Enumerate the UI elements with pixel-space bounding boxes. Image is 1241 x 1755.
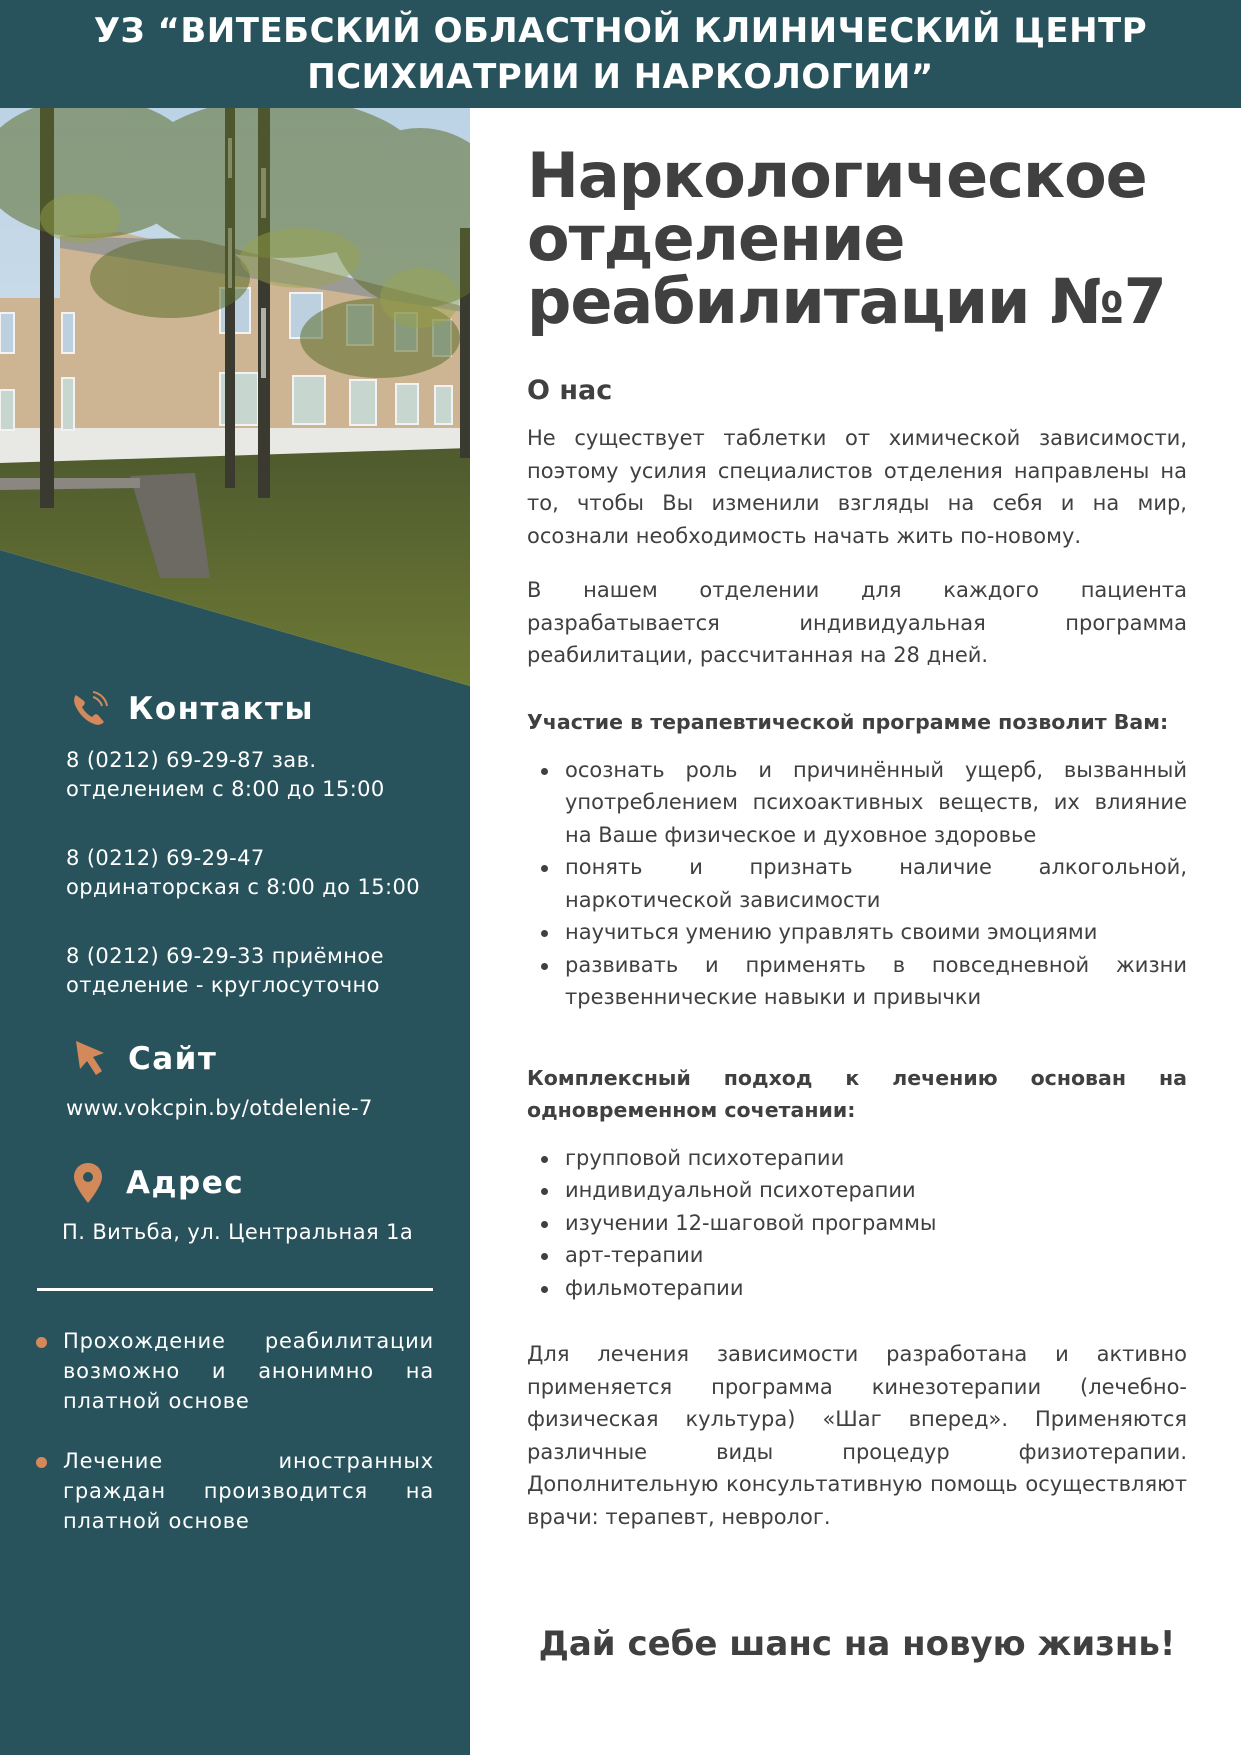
program-heading: Участие в терапевтической программе позволит Вам: <box>527 709 1169 734</box>
phone-number[interactable]: 8 (0212) 69-29-33 приёмное <box>66 944 384 968</box>
about-paragraph: Не существует таблетки от химической зависимости, поэтому усилия специалистов отделения направлены на то, чтобы Вы изменили взгляды на себя и на мир, осознали необходимость начать жить по-новому. <box>527 426 1187 548</box>
bullet-icon <box>541 963 548 970</box>
contacts-heading: Контакты <box>128 691 314 727</box>
phone-number[interactable]: 8 (0212) 69-29-47 <box>66 846 265 870</box>
building-photo <box>0 108 470 688</box>
address-section <box>62 1160 414 1247</box>
website-link[interactable]: www.vokcpin.by/otdelenie-7 <box>66 1096 373 1120</box>
phone-number[interactable]: 8 (0212) 69-29-87 зав. <box>66 748 317 772</box>
website-heading: Сайт <box>128 1041 218 1077</box>
approach-heading: Комплексный подход к лечению основан на одновременном сочетании: <box>527 1065 1187 1122</box>
phone-description: отделением с 8:00 до 15:00 <box>66 777 385 801</box>
phone-description: ординаторская с 8:00 до 15:00 <box>66 875 420 899</box>
about-paragraph: В нашем отделении для каждого пациента разрабатывается индивидуальная программа реабилитации, рассчитанная на 28 дней. <box>527 578 1187 667</box>
bullet-icon <box>541 1188 548 1195</box>
bullet-icon <box>541 930 548 937</box>
sidebar <box>0 108 470 1755</box>
contact-item <box>66 942 420 1000</box>
contact-item <box>66 746 420 804</box>
kinesio-paragraph: Для лечения зависимости разработана и активно применяется программа кинезотерапии (лечебно-физическая культура) «Шаг вперед». Применяются различные виды процедур физиотерапии. Дополнительную консультативную помощь осуществляют врачи: терапевт, невролог. <box>527 1342 1187 1529</box>
list-item: изучении 12-шаговой программы <box>527 1207 1187 1240</box>
note-item: Лечение иностранных граждан производится на платной основе <box>36 1446 434 1536</box>
contacts-section <box>66 686 420 1040</box>
bullet-icon <box>541 1253 548 1260</box>
page-title: Наркологическое отделение реабилитации №7 <box>527 139 1166 338</box>
list-item: арт-терапии <box>527 1239 1187 1272</box>
website-section <box>66 1036 373 1123</box>
bullet-icon <box>541 865 548 872</box>
list-item: научиться умению управлять своими эмоциями <box>527 916 1187 949</box>
address-heading: Адрес <box>126 1165 245 1201</box>
phone-description: отделение - круглосуточно <box>66 973 380 997</box>
about-heading: О нас <box>527 375 613 406</box>
bullet-icon <box>541 1286 548 1293</box>
address-value: П. Витьба, ул. Центральная 1а <box>62 1220 414 1244</box>
list-item: фильмотерапии <box>527 1272 1187 1305</box>
sidebar-divider <box>37 1288 433 1291</box>
phone-icon <box>70 689 110 729</box>
program-list <box>527 754 1187 1014</box>
list-item: осознать роль и причинённый ущерб, вызванный употреблением психоактивных веществ, их влияние на Ваше физическое и духовное здоровье <box>527 754 1187 852</box>
list-item: индивидуальной психотерапии <box>527 1174 1187 1207</box>
slogan: Дай себе шанс на новую жизнь! <box>538 1624 1176 1664</box>
contact-item <box>66 844 420 902</box>
list-item: развивать и применять в повседневной жизни трезвеннические навыки и привычки <box>527 949 1187 1014</box>
bullet-icon <box>541 1156 548 1163</box>
bullet-dot-icon <box>36 1457 47 1468</box>
cursor-icon <box>70 1039 110 1079</box>
bullet-icon <box>541 768 548 775</box>
main-content <box>527 108 1187 1533</box>
header-banner <box>0 0 1241 108</box>
notes-list <box>36 1326 434 1566</box>
note-item: Прохождение реабилитации возможно и анонимно на платной основе <box>36 1326 434 1416</box>
list-item: понять и признать наличие алкогольной, наркотической зависимости <box>527 851 1187 916</box>
bullet-icon <box>541 1221 548 1228</box>
approach-list <box>527 1142 1187 1305</box>
organization-title: УЗ “ВИТЕБСКИЙ ОБЛАСТНОЙ КЛИНИЧЕСКИЙ ЦЕНТР ПСИХИАТРИИ И НАРКОЛОГИИ” <box>93 11 1148 97</box>
list-item: групповой психотерапии <box>527 1142 1187 1175</box>
map-pin-icon <box>68 1163 108 1203</box>
bullet-dot-icon <box>36 1337 47 1348</box>
